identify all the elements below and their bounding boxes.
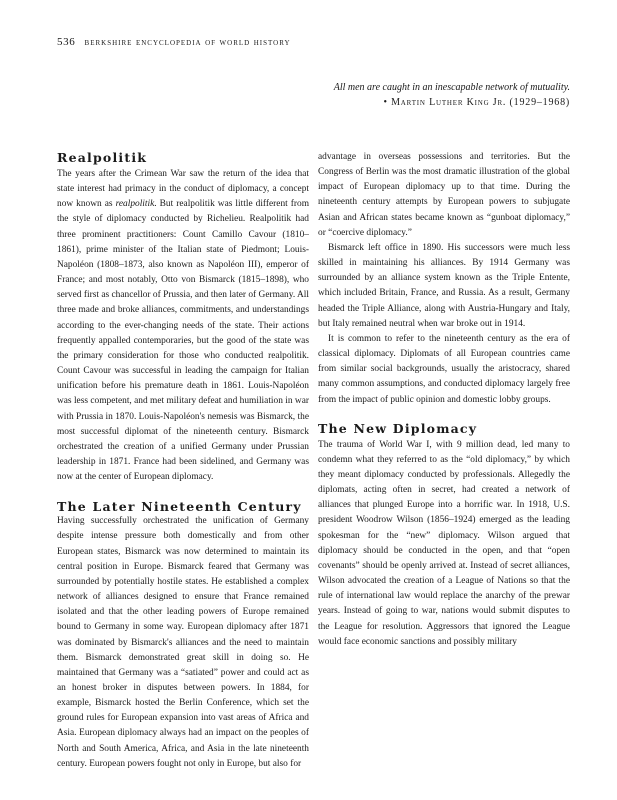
left-column (57, 150, 309, 772)
book-title: berkshire encyclopedia of world history (84, 37, 291, 48)
italic-term: realpolitik (115, 199, 155, 210)
section-heading-later-nineteenth-century: The Later Nineteenth Century (57, 499, 302, 515)
right-column (318, 150, 570, 650)
paragraph-new-diplomacy: The trauma of World War I, with 9 million dead, led many to condemn what they referred to as the “old diplomacy,” by which they meant diplomacy conducted by professionals. Allegedly the diplomats, acting often in secret, had created a network of alliances that plunged Europe into a horrific war. In 1918, U.S. president Woodrow Wilson (1856–1924) emerged as the leading spokesman for the “new” diplomacy. Wilson argued that diplomacy should be conducted in the open, and that “open covenants” should be openly arrived at. Instead of secret alliances, Wilson advocated the creation of a League of Nations so that the rule of international law would replace the anarchy of the prewar years. Instead of going to war, nations would submit disputes to the League for resolution. Aggressors that ignored the League would face economic sanctions and possibly military (318, 439, 570, 647)
paragraph-later-nineteenth-1: Having successfully orchestrated the unification of Germany despite intense pressure both domestically and from other European states, Bismarck was now determined to maintain its central position in Europe. Bismarck feared that Germany was surrounded by potentially hostile states. He established a complex network of alliances designed to ensure that France remained isolated and that the other leading powers of Europe remained bound to Germany in some way. European diplomacy after 1871 was dominated by Bismarck's alliances and the need to maintain them. Bismarck demonstrated great skill in doing so. He maintained that Germany was a “satiated” power and could act as an honest broker in disputes between powers. In 1884, for example, Bismarck hosted the Berlin Conference, which set the ground rules for European expansion into vast areas of Africa and Asia. European diplomacy always had an impact on the peoples of North and South America, Africa, and Asia in the late nineteenth century. European powers fought not only in Europe, but also for (57, 516, 309, 769)
epigraph-quote: All men are caught in an inescapable network of mutuality. (333, 82, 570, 93)
paragraph-later-nineteenth-1-continued: advantage in overseas possessions and territories. But the Congress of Berlin was the most dramatic illustration of the global impact of European diplomacy up to that time. During the nineteenth century attempts by European powers to subjugate Asian and African states became known as “gunboat diplomacy,” or “coercive diplomacy.” (318, 152, 570, 238)
running-header (57, 36, 291, 48)
page-number: 536 (57, 36, 76, 48)
paragraph-later-nineteenth-3: It is common to refer to the nineteenth century as the era of classical diplomacy. Diplomats of all European countries came from similar social backgrounds, usually the aristocracy, shared many common assumptions, and conducted diplomacy largely free from the impact of public opinion and domestic lobby groups. (318, 333, 570, 405)
paragraph-later-nineteenth-2: Bismarck left office in 1890. His successors were much less skilled in maintaining his alliances. By 1914 Germany was surrounded by an alliance system known as the Triple Entente, which included Britain, France, and Russia. As a result, Germany headed the Triple Alliance, along with Austria-Hungary and Italy, but Italy remained neutral when war broke out in 1914. (318, 242, 570, 329)
epigraph-attribution: • Martin Luther King Jr. (1929–1968) (383, 97, 570, 108)
epigraph (334, 80, 570, 110)
section-heading-new-diplomacy: The New Diplomacy (318, 420, 478, 436)
section-heading-realpolitik: Realpolitik (57, 150, 148, 165)
paragraph-realpolitik: The years after the Crimean War saw the return of the idea that state interest had primacy in the conduct of diplomacy, a concept now known as realpolitik. But realpolitik was little different from the style of diplomacy conducted by Richelieu. Realpolitik had three prominent practitioners: Count Camillo Cavour (1810–1861), prime minister of the Italian state of Piedmont; Louis-Napoléon (1808–1873, also known as Napoléon III), emperor of France; and most notably, Otto von Bismarck (1815–1898), who served first as chancellor of Prussia, and then later of Germany. All three made and broke alliances, commitments, and understandings according to the ever-changing needs of the state. Their actions frequently appalled contemporaries, but the good of the state was the primary consideration for those who conducted realpolitik. Count Cavour was successful in leading the campaign for Italian unification before his premature death in 1861. Louis-Napoléon was less competent, and met military defeat and humiliation in war with Prussia in 1870. Louis-Napoléon's nemesis was Bismarck, the most successful diplomat of the nineteenth century. Bismarck orchestrated the creation of a unified Germany under Prussian leadership in 1871. France had been sidelined, and Germany was now at the center of European diplomacy. (57, 169, 309, 483)
